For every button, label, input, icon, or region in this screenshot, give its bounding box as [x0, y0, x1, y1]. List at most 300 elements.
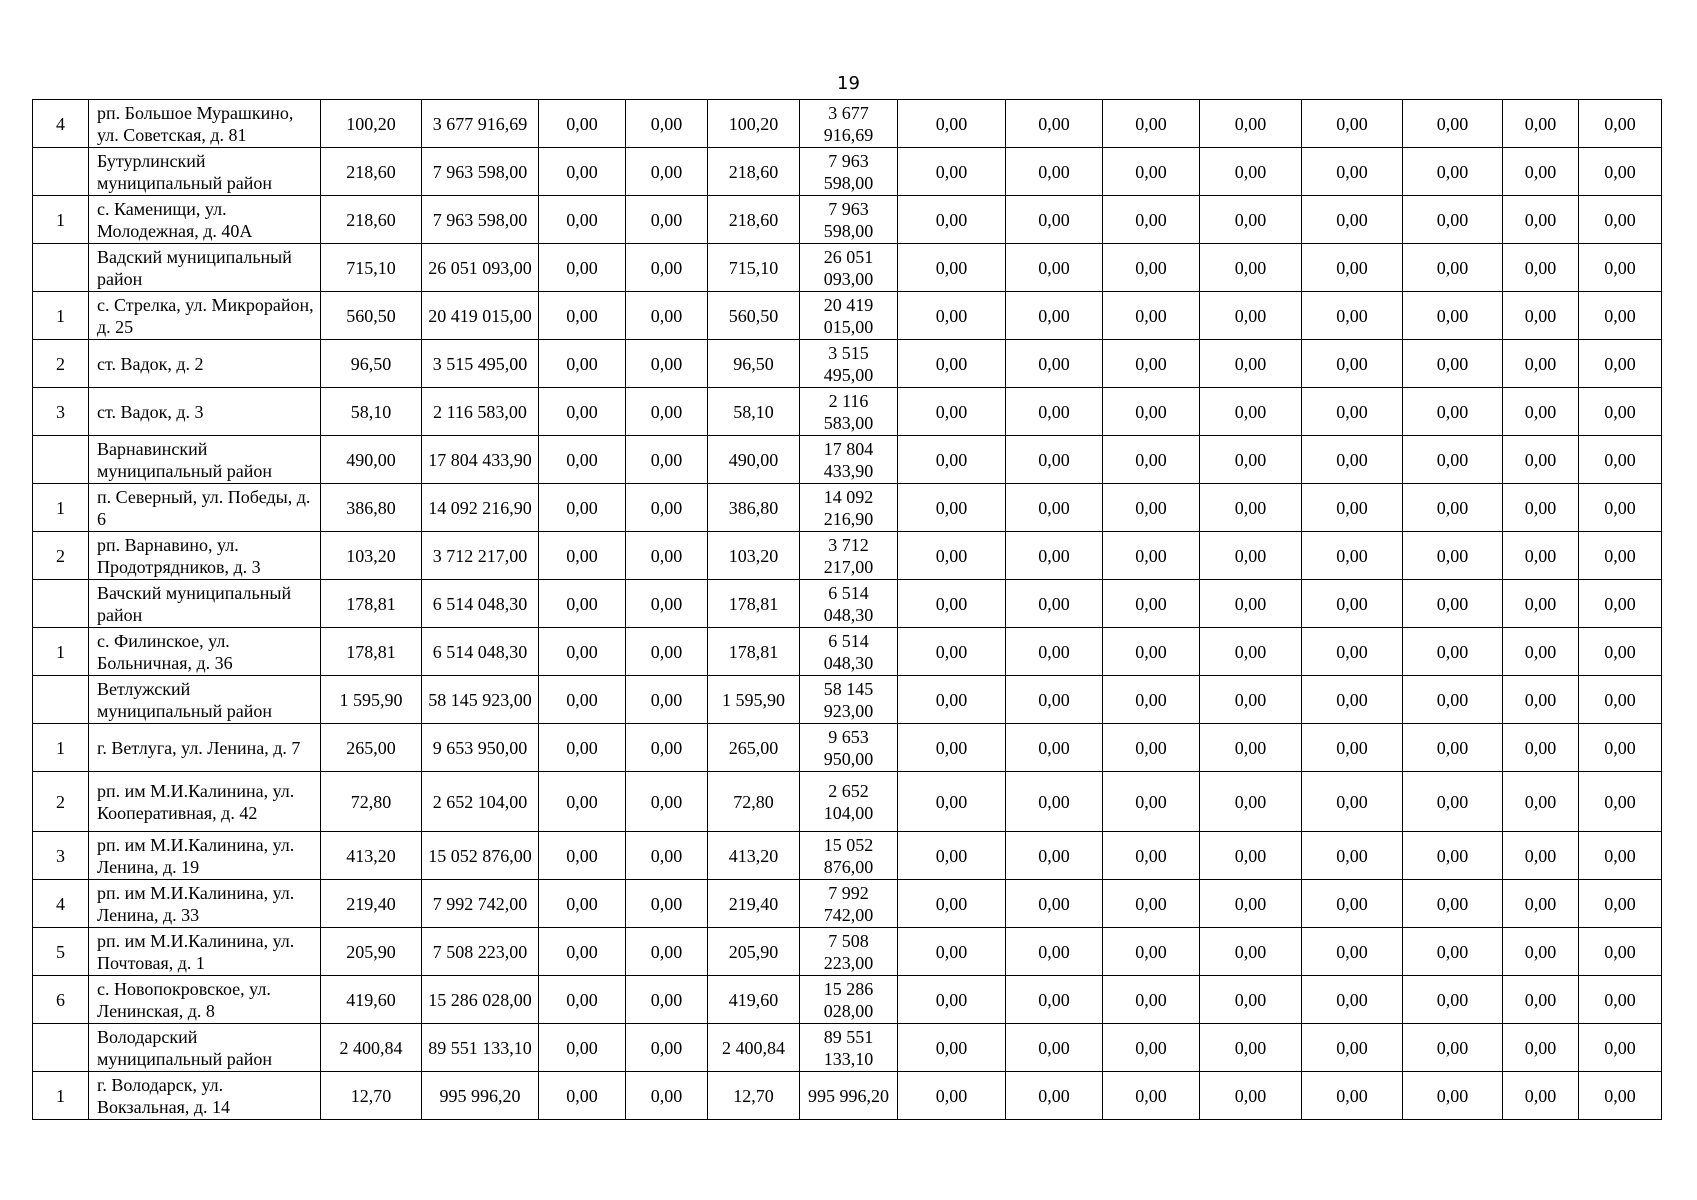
value-cell: 0,00 [539, 976, 626, 1024]
row-number: 1 [33, 1072, 89, 1120]
table-row [33, 832, 1662, 880]
amount-cell: 7 963 598,00 [800, 148, 898, 196]
value-cell: 0,00 [1200, 724, 1302, 772]
address-cell: рп. им М.И.Калинина, ул. Почтовая, д. 1 [89, 928, 321, 976]
amount-cell: 20 419 015,00 [800, 292, 898, 340]
value-cell: 0,00 [539, 292, 626, 340]
value-cell: 0,00 [1302, 532, 1403, 580]
value-cell: 0,00 [898, 292, 1006, 340]
value-cell: 0,00 [1200, 388, 1302, 436]
table-row [33, 724, 1662, 772]
amount-cell: 7 508 223,00 [422, 928, 539, 976]
area-cell: 490,00 [321, 436, 422, 484]
value-cell: 0,00 [1103, 1024, 1200, 1072]
amount-cell: 7 963 598,00 [422, 196, 539, 244]
value-cell: 0,00 [1579, 628, 1662, 676]
value-cell: 0,00 [1103, 292, 1200, 340]
amount-cell: 14 092 216,90 [800, 484, 898, 532]
amount-cell: 7 992 742,00 [800, 880, 898, 928]
address-cell: рп. им М.И.Калинина, ул. Кооперативная, д. 42 [89, 772, 321, 832]
value-cell: 0,00 [898, 772, 1006, 832]
address-cell: ст. Вадок, д. 2 [89, 340, 321, 388]
row-number: 1 [33, 292, 89, 340]
value-cell: 0,00 [1200, 196, 1302, 244]
value-cell: 0,00 [1006, 928, 1103, 976]
amount-cell: 9 653 950,00 [422, 724, 539, 772]
amount-cell: 2 652 104,00 [422, 772, 539, 832]
row-number: 2 [33, 340, 89, 388]
address-cell: ст. Вадок, д. 3 [89, 388, 321, 436]
value-cell: 0,00 [898, 580, 1006, 628]
table-row [33, 928, 1662, 976]
value-cell: 0,00 [539, 580, 626, 628]
value-cell: 0,00 [1103, 832, 1200, 880]
amount-cell: 17 804 433,90 [422, 436, 539, 484]
amount-cell: 3 712 217,00 [800, 532, 898, 580]
value-cell: 0,00 [1403, 580, 1503, 628]
value-cell: 0,00 [1103, 148, 1200, 196]
value-cell: 0,00 [1503, 292, 1579, 340]
value-cell: 0,00 [1503, 928, 1579, 976]
district-total-row [33, 148, 1662, 196]
value-cell: 0,00 [1302, 340, 1403, 388]
table-row [33, 532, 1662, 580]
amount-cell: 6 514 048,30 [800, 628, 898, 676]
value-cell: 0,00 [1200, 1072, 1302, 1120]
value-cell: 0,00 [1403, 532, 1503, 580]
value-cell: 0,00 [1403, 436, 1503, 484]
amount-cell: 7 963 598,00 [800, 196, 898, 244]
table-row [33, 628, 1662, 676]
value-cell: 0,00 [1006, 976, 1103, 1024]
value-cell: 0,00 [1302, 676, 1403, 724]
value-cell: 0,00 [626, 340, 708, 388]
area-cell: 218,60 [321, 196, 422, 244]
amount-cell: 6 514 048,30 [422, 628, 539, 676]
value-cell: 0,00 [898, 148, 1006, 196]
value-cell: 0,00 [1579, 580, 1662, 628]
area-cell: 72,80 [708, 772, 800, 832]
value-cell: 0,00 [539, 340, 626, 388]
value-cell: 0,00 [539, 436, 626, 484]
value-cell: 0,00 [898, 532, 1006, 580]
amount-cell: 58 145 923,00 [422, 676, 539, 724]
value-cell: 0,00 [1579, 484, 1662, 532]
value-cell: 0,00 [1503, 148, 1579, 196]
table-row [33, 340, 1662, 388]
value-cell: 0,00 [1200, 772, 1302, 832]
value-cell: 0,00 [626, 976, 708, 1024]
value-cell: 0,00 [1579, 196, 1662, 244]
value-cell: 0,00 [539, 1024, 626, 1072]
value-cell: 0,00 [626, 580, 708, 628]
address-cell: рп. Варнавино, ул. Продотрядников, д. 3 [89, 532, 321, 580]
value-cell: 0,00 [1579, 100, 1662, 148]
value-cell: 0,00 [626, 196, 708, 244]
area-cell: 58,10 [321, 388, 422, 436]
area-cell: 265,00 [708, 724, 800, 772]
area-cell: 560,50 [321, 292, 422, 340]
amount-cell: 15 286 028,00 [422, 976, 539, 1024]
value-cell: 0,00 [1403, 832, 1503, 880]
amount-cell: 15 286 028,00 [800, 976, 898, 1024]
value-cell: 0,00 [898, 832, 1006, 880]
area-cell: 100,20 [321, 100, 422, 148]
area-cell: 178,81 [321, 628, 422, 676]
value-cell: 0,00 [626, 148, 708, 196]
value-cell: 0,00 [1103, 244, 1200, 292]
address-cell: с. Каменищи, ул. Молодежная, д. 40А [89, 196, 321, 244]
value-cell: 0,00 [898, 928, 1006, 976]
value-cell: 0,00 [1103, 1072, 1200, 1120]
value-cell: 0,00 [1103, 724, 1200, 772]
value-cell: 0,00 [1302, 724, 1403, 772]
area-cell: 715,10 [708, 244, 800, 292]
amount-cell: 3 712 217,00 [422, 532, 539, 580]
row-number: 3 [33, 832, 89, 880]
value-cell: 0,00 [898, 196, 1006, 244]
value-cell: 0,00 [539, 196, 626, 244]
amount-cell: 2 652 104,00 [800, 772, 898, 832]
value-cell: 0,00 [1579, 724, 1662, 772]
area-cell: 490,00 [708, 436, 800, 484]
row-number: 1 [33, 484, 89, 532]
value-cell: 0,00 [1103, 484, 1200, 532]
area-cell: 219,40 [708, 880, 800, 928]
table-row [33, 484, 1662, 532]
value-cell: 0,00 [1503, 196, 1579, 244]
value-cell: 0,00 [1006, 1024, 1103, 1072]
value-cell: 0,00 [626, 676, 708, 724]
area-cell: 178,81 [321, 580, 422, 628]
value-cell: 0,00 [626, 628, 708, 676]
address-cell: п. Северный, ул. Победы, д. 6 [89, 484, 321, 532]
table-row [33, 196, 1662, 244]
table-row [33, 976, 1662, 1024]
district-total-row [33, 1024, 1662, 1072]
value-cell: 0,00 [1302, 148, 1403, 196]
amount-cell: 26 051 093,00 [800, 244, 898, 292]
value-cell: 0,00 [1200, 484, 1302, 532]
value-cell: 0,00 [1503, 1072, 1579, 1120]
area-cell: 560,50 [708, 292, 800, 340]
area-cell: 413,20 [708, 832, 800, 880]
value-cell: 0,00 [1103, 976, 1200, 1024]
value-cell: 0,00 [898, 100, 1006, 148]
value-cell: 0,00 [1302, 436, 1403, 484]
value-cell: 0,00 [1579, 928, 1662, 976]
value-cell: 0,00 [539, 772, 626, 832]
value-cell: 0,00 [1302, 976, 1403, 1024]
address-cell: с. Филинское, ул. Больничная, д. 36 [89, 628, 321, 676]
area-cell: 2 400,84 [321, 1024, 422, 1072]
value-cell: 0,00 [626, 244, 708, 292]
row-number: 4 [33, 880, 89, 928]
address-cell: Вачский муниципальный район [89, 580, 321, 628]
value-cell: 0,00 [1403, 148, 1503, 196]
value-cell: 0,00 [1403, 340, 1503, 388]
amount-cell: 14 092 216,90 [422, 484, 539, 532]
area-cell: 103,20 [321, 532, 422, 580]
value-cell: 0,00 [1200, 832, 1302, 880]
area-cell: 103,20 [708, 532, 800, 580]
value-cell: 0,00 [1006, 724, 1103, 772]
value-cell: 0,00 [898, 628, 1006, 676]
address-cell: с. Новопокровское, ул. Ленинская, д. 8 [89, 976, 321, 1024]
table-row [33, 292, 1662, 340]
amount-cell: 7 508 223,00 [800, 928, 898, 976]
amount-cell: 6 514 048,30 [422, 580, 539, 628]
value-cell: 0,00 [1006, 1072, 1103, 1120]
amount-cell: 6 514 048,30 [800, 580, 898, 628]
table-row [33, 772, 1662, 832]
amount-cell: 3 677 916,69 [422, 100, 539, 148]
amount-cell: 3 677 916,69 [800, 100, 898, 148]
value-cell: 0,00 [1503, 340, 1579, 388]
area-cell: 100,20 [708, 100, 800, 148]
value-cell: 0,00 [539, 388, 626, 436]
amount-cell: 9 653 950,00 [800, 724, 898, 772]
amount-cell: 2 116 583,00 [422, 388, 539, 436]
value-cell: 0,00 [1302, 196, 1403, 244]
value-cell: 0,00 [1503, 1024, 1579, 1072]
value-cell: 0,00 [1403, 1072, 1503, 1120]
value-cell: 0,00 [1403, 1024, 1503, 1072]
value-cell: 0,00 [626, 388, 708, 436]
value-cell: 0,00 [1006, 628, 1103, 676]
value-cell: 0,00 [1579, 976, 1662, 1024]
value-cell: 0,00 [898, 676, 1006, 724]
area-cell: 72,80 [321, 772, 422, 832]
amount-cell: 995 996,20 [422, 1072, 539, 1120]
address-cell: г. Ветлуга, ул. Ленина, д. 7 [89, 724, 321, 772]
value-cell: 0,00 [1103, 196, 1200, 244]
row-number [33, 676, 89, 724]
row-number: 1 [33, 628, 89, 676]
value-cell: 0,00 [1006, 580, 1103, 628]
value-cell: 0,00 [1006, 292, 1103, 340]
value-cell: 0,00 [539, 724, 626, 772]
value-cell: 0,00 [898, 724, 1006, 772]
table-row [33, 100, 1662, 148]
row-number: 3 [33, 388, 89, 436]
value-cell: 0,00 [1006, 340, 1103, 388]
value-cell: 0,00 [898, 976, 1006, 1024]
area-cell: 218,60 [708, 148, 800, 196]
value-cell: 0,00 [898, 484, 1006, 532]
area-cell: 2 400,84 [708, 1024, 800, 1072]
area-cell: 218,60 [321, 148, 422, 196]
value-cell: 0,00 [1103, 676, 1200, 724]
address-cell: Вадский муниципальный район [89, 244, 321, 292]
value-cell: 0,00 [1403, 628, 1503, 676]
value-cell: 0,00 [1006, 436, 1103, 484]
area-cell: 218,60 [708, 196, 800, 244]
area-cell: 12,70 [321, 1072, 422, 1120]
value-cell: 0,00 [539, 832, 626, 880]
value-cell: 0,00 [1503, 100, 1579, 148]
value-cell: 0,00 [1200, 628, 1302, 676]
value-cell: 0,00 [539, 244, 626, 292]
value-cell: 0,00 [1579, 832, 1662, 880]
value-cell: 0,00 [1200, 1024, 1302, 1072]
value-cell: 0,00 [1302, 388, 1403, 436]
value-cell: 0,00 [1006, 532, 1103, 580]
value-cell: 0,00 [1103, 772, 1200, 832]
area-cell: 265,00 [321, 724, 422, 772]
area-cell: 1 595,90 [321, 676, 422, 724]
value-cell: 0,00 [626, 832, 708, 880]
amount-cell: 89 551 133,10 [800, 1024, 898, 1072]
value-cell: 0,00 [1200, 976, 1302, 1024]
address-cell: рп. Большое Мурашкино, ул. Советская, д. 81 [89, 100, 321, 148]
value-cell: 0,00 [1403, 196, 1503, 244]
value-cell: 0,00 [1579, 676, 1662, 724]
district-total-row [33, 676, 1662, 724]
value-cell: 0,00 [1006, 148, 1103, 196]
area-cell: 178,81 [708, 580, 800, 628]
value-cell: 0,00 [1579, 532, 1662, 580]
value-cell: 0,00 [626, 1024, 708, 1072]
value-cell: 0,00 [1403, 100, 1503, 148]
value-cell: 0,00 [1103, 436, 1200, 484]
value-cell: 0,00 [626, 100, 708, 148]
value-cell: 0,00 [1006, 244, 1103, 292]
value-cell: 0,00 [1302, 100, 1403, 148]
row-number: 6 [33, 976, 89, 1024]
value-cell: 0,00 [1403, 676, 1503, 724]
value-cell: 0,00 [1103, 100, 1200, 148]
amount-cell: 15 052 876,00 [800, 832, 898, 880]
value-cell: 0,00 [1302, 772, 1403, 832]
value-cell: 0,00 [626, 1072, 708, 1120]
value-cell: 0,00 [1302, 244, 1403, 292]
value-cell: 0,00 [1579, 436, 1662, 484]
value-cell: 0,00 [1200, 436, 1302, 484]
amount-cell: 3 515 495,00 [422, 340, 539, 388]
row-number [33, 436, 89, 484]
district-total-row [33, 580, 1662, 628]
value-cell: 0,00 [1200, 100, 1302, 148]
area-cell: 58,10 [708, 388, 800, 436]
value-cell: 0,00 [1006, 772, 1103, 832]
area-cell: 715,10 [321, 244, 422, 292]
value-cell: 0,00 [1503, 388, 1579, 436]
district-total-row [33, 436, 1662, 484]
area-cell: 419,60 [321, 976, 422, 1024]
amount-cell: 2 116 583,00 [800, 388, 898, 436]
value-cell: 0,00 [1579, 388, 1662, 436]
row-number: 2 [33, 532, 89, 580]
value-cell: 0,00 [626, 436, 708, 484]
area-cell: 178,81 [708, 628, 800, 676]
row-number: 1 [33, 724, 89, 772]
value-cell: 0,00 [1403, 772, 1503, 832]
value-cell: 0,00 [539, 148, 626, 196]
area-cell: 219,40 [321, 880, 422, 928]
table-body [33, 100, 1662, 1120]
area-cell: 386,80 [321, 484, 422, 532]
area-cell: 12,70 [708, 1072, 800, 1120]
value-cell: 0,00 [1103, 340, 1200, 388]
value-cell: 0,00 [1579, 340, 1662, 388]
value-cell: 0,00 [1302, 928, 1403, 976]
value-cell: 0,00 [1302, 292, 1403, 340]
value-cell: 0,00 [1503, 244, 1579, 292]
value-cell: 0,00 [1006, 388, 1103, 436]
value-cell: 0,00 [1200, 292, 1302, 340]
address-cell: с. Стрелка, ул. Микрорайон, д. 25 [89, 292, 321, 340]
value-cell: 0,00 [1302, 832, 1403, 880]
value-cell: 0,00 [1200, 340, 1302, 388]
value-cell: 0,00 [539, 880, 626, 928]
amount-cell: 89 551 133,10 [422, 1024, 539, 1072]
area-cell: 419,60 [708, 976, 800, 1024]
address-cell: Варнавинский муниципальный район [89, 436, 321, 484]
value-cell: 0,00 [539, 484, 626, 532]
value-cell: 0,00 [898, 244, 1006, 292]
row-number: 1 [33, 196, 89, 244]
value-cell: 0,00 [539, 1072, 626, 1120]
table-row [33, 1072, 1662, 1120]
value-cell: 0,00 [1302, 628, 1403, 676]
row-number: 2 [33, 772, 89, 832]
value-cell: 0,00 [898, 1072, 1006, 1120]
value-cell: 0,00 [1403, 388, 1503, 436]
address-cell: рп. им М.И.Калинина, ул. Ленина, д. 19 [89, 832, 321, 880]
area-cell: 96,50 [321, 340, 422, 388]
value-cell: 0,00 [1006, 100, 1103, 148]
value-cell: 0,00 [1103, 880, 1200, 928]
value-cell: 0,00 [1503, 724, 1579, 772]
area-cell: 386,80 [708, 484, 800, 532]
value-cell: 0,00 [1006, 196, 1103, 244]
value-cell: 0,00 [1503, 628, 1579, 676]
value-cell: 0,00 [1579, 772, 1662, 832]
table-row [33, 880, 1662, 928]
value-cell: 0,00 [1403, 292, 1503, 340]
value-cell: 0,00 [626, 928, 708, 976]
value-cell: 0,00 [1403, 880, 1503, 928]
value-cell: 0,00 [898, 340, 1006, 388]
value-cell: 0,00 [1302, 1072, 1403, 1120]
amount-cell: 3 515 495,00 [800, 340, 898, 388]
value-cell: 0,00 [1006, 676, 1103, 724]
amount-cell: 58 145 923,00 [800, 676, 898, 724]
value-cell: 0,00 [1503, 436, 1579, 484]
value-cell: 0,00 [626, 532, 708, 580]
area-cell: 96,50 [708, 340, 800, 388]
value-cell: 0,00 [626, 880, 708, 928]
address-cell: г. Володарск, ул. Вокзальная, д. 14 [89, 1072, 321, 1120]
value-cell: 0,00 [539, 100, 626, 148]
row-number [33, 580, 89, 628]
value-cell: 0,00 [1503, 772, 1579, 832]
value-cell: 0,00 [1200, 880, 1302, 928]
amount-cell: 20 419 015,00 [422, 292, 539, 340]
value-cell: 0,00 [539, 628, 626, 676]
value-cell: 0,00 [1503, 832, 1579, 880]
address-cell: рп. им М.И.Калинина, ул. Ленина, д. 33 [89, 880, 321, 928]
value-cell: 0,00 [1200, 244, 1302, 292]
value-cell: 0,00 [1006, 832, 1103, 880]
value-cell: 0,00 [1200, 928, 1302, 976]
value-cell: 0,00 [1403, 484, 1503, 532]
value-cell: 0,00 [1503, 880, 1579, 928]
value-cell: 0,00 [1403, 724, 1503, 772]
amount-cell: 15 052 876,00 [422, 832, 539, 880]
value-cell: 0,00 [1302, 880, 1403, 928]
